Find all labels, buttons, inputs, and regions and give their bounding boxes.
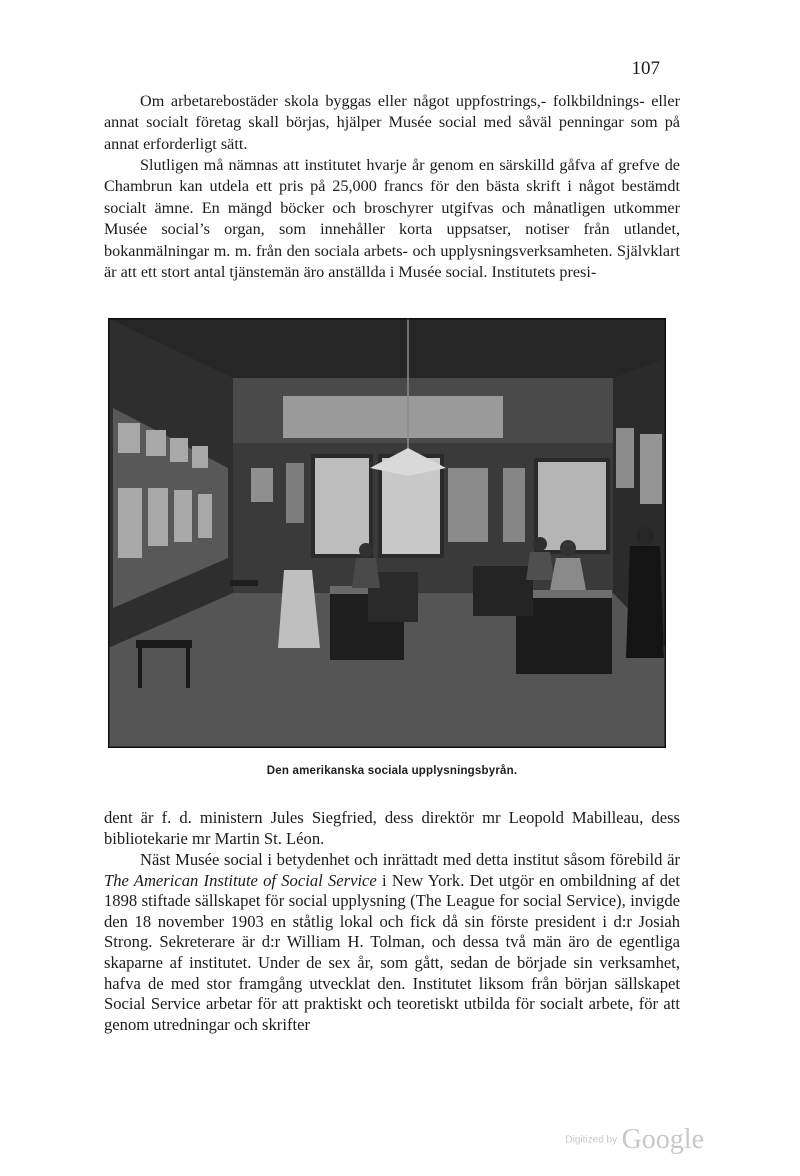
paragraph-4-start: Näst Musée social i betydenhet och inrättadt med detta institut såsom förebild är bbox=[140, 850, 680, 869]
chair-leg bbox=[138, 646, 142, 688]
office-interior-illustration bbox=[108, 318, 666, 748]
display-board bbox=[503, 468, 525, 542]
right-wall-picture bbox=[640, 434, 662, 504]
chair-seat bbox=[136, 640, 192, 648]
back-window-right bbox=[536, 460, 608, 552]
display-frame bbox=[286, 463, 304, 523]
paragraph-3: dent är f. d. ministern Jules Siegfried, dess direktör mr Leopold Mabilleau, dess bibliotekarie mr Martin St. Léon. bbox=[104, 808, 680, 848]
chair-seat bbox=[230, 580, 258, 586]
office-photograph bbox=[108, 318, 666, 748]
display-board bbox=[448, 468, 488, 542]
display-frame bbox=[251, 468, 273, 502]
right-wall-picture bbox=[616, 428, 634, 488]
figure-caption: Den amerikanska sociala upplysningsbyrån. bbox=[266, 765, 518, 777]
paragraph-2: Slutligen må nämnas att institutet hvarje år genom en särskilld gåfva af grefve de Chambrun kan utdela ett pris på 25,000 francs för den bästa skrift i något bestämdt socialt ämne. En mängd böcker och broschyrer utgifvas och månatligen utkommer Musée social’s organ, som innehåller korta uppsatser, notiser från utlandet, bokanmälningar m. m. från den sociala arbets- och upplysningsverksamheten. Självklart är att ett stort antal tjänstemän äro anställda i Musée social. Institutets presi- bbox=[104, 156, 680, 282]
paragraph-1: Om arbetarebostäder skola byggas eller något uppfostrings,- folkbildnings- eller annat socialt företag skall börjas, hjälper Musée social med såväl penningar som på annat erforderligt sätt. bbox=[104, 92, 680, 153]
paragraph-4-end: i New York. Det utgör en ombildning af det 1898 stiftade sällskapet för social upplysning (The League for social Service), invigde den 18 november 1903 en ståtlig lokal och fick då sin förste president i d:r Josiah Strong. Sekreterare är d:r William H. Tolman, och dessa två män äro de egentliga skaparne af institutet. Under de sex år, som gått, sedan de började sin verksamhet, hafva de med stor framgång utvecklat den. Institutet liksom från början sällskapet Social Service arbetar för att praktiskt och teoretiskt utbilda för socialt arbete, för att genom utredningar och skrifter bbox=[104, 870, 681, 1034]
watermark-brand: Google bbox=[621, 1124, 704, 1155]
page-number: 107 bbox=[631, 58, 660, 79]
back-wall-panel bbox=[283, 396, 503, 438]
digitized-watermark bbox=[565, 1124, 704, 1156]
watermark-prefix: Digitized by bbox=[565, 1134, 618, 1146]
paragraph-4 bbox=[104, 850, 680, 1035]
institute-name-italic: The American Institute of Social Service bbox=[104, 870, 377, 890]
man-standing-right bbox=[626, 527, 664, 658]
back-window-left bbox=[313, 456, 371, 556]
chair-leg bbox=[186, 646, 190, 688]
desk-back-right bbox=[473, 566, 533, 616]
